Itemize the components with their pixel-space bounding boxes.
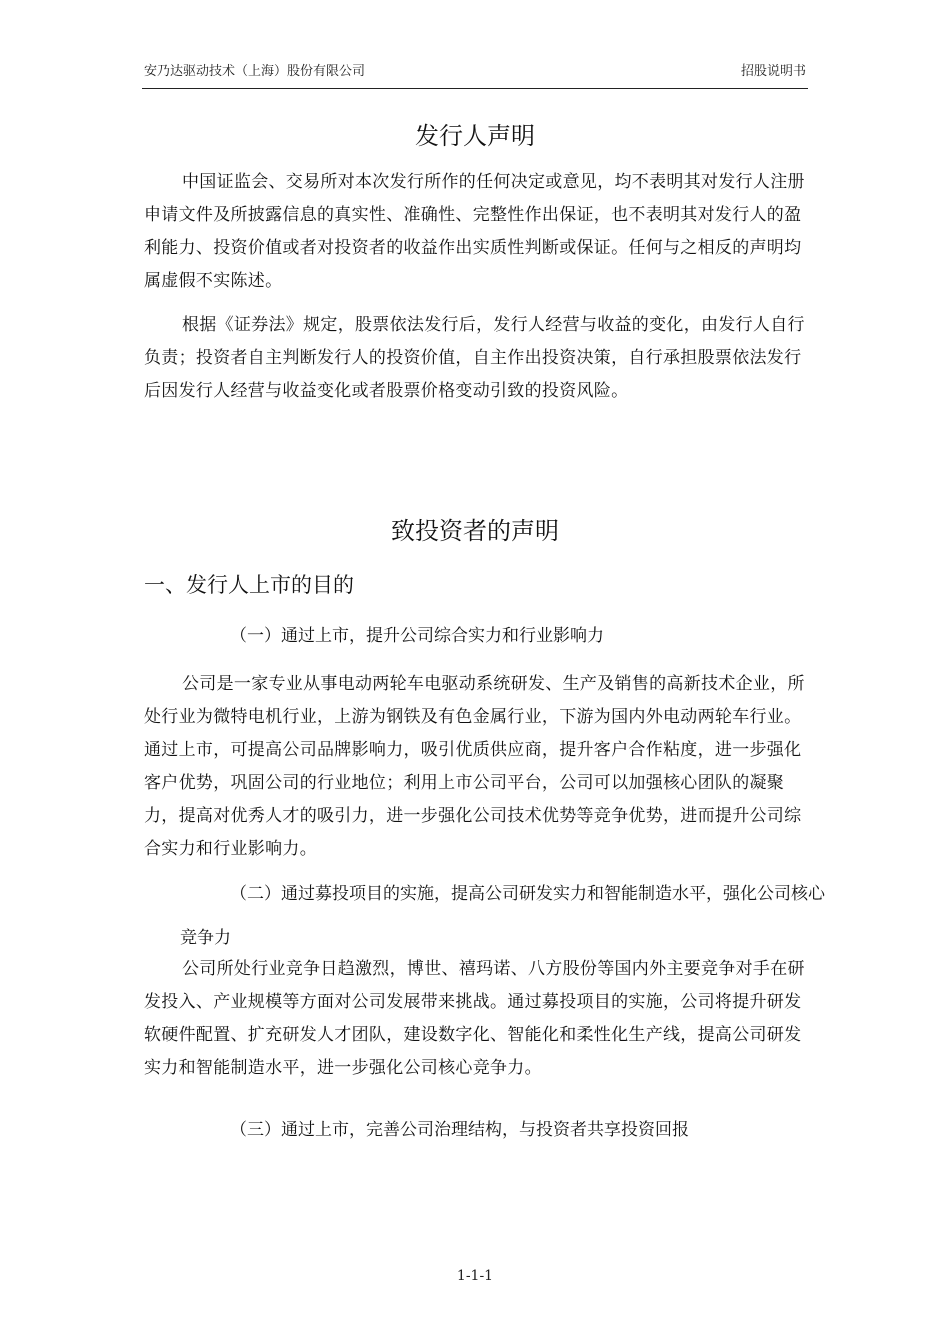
section-heading-listing-purpose: 一、发行人上市的目的	[144, 573, 354, 597]
subsection-2-paragraph: 公司所处行业竞争日趋激烈，博世、禧玛诺、八方股份等国内外主要竞争对手在研发投入、产业规模等方面对公司发展带来挑战。通过募投项目的实施，公司将提升研发软硬件配置、扩充研发人才团队，建设数字化、智能化和柔性化生产线，提高公司研发实力和智能制造水平，进一步强化公司核心竞争力。	[144, 959, 805, 1078]
issuer-statement-paragraph-1: 中国证监会、交易所对本次发行所作的任何决定或意见，均不表明其对发行人注册申请文件及所披露信息的真实性、准确性、完整性作出保证，也不表明其对发行人的盈利能力、投资价值或者对投资者的收益作出实质性判断或保证。任何与之相反的声明均属虚假不实陈述。	[144, 172, 805, 291]
header-company-name: 安乃达驱动技术（上海）股份有限公司	[144, 64, 366, 79]
issuer-statement-paragraph-2: 根据《证券法》规定，股票依法发行后，发行人经营与收益的变化，由发行人自行负责；投资者自主判断发行人的投资价值，自主作出投资决策，自行承担股票依法发行后因发行人经营与收益变化或者股票价格变动引致的投资风险。	[144, 315, 805, 401]
header-document-type: 招股说明书	[740, 64, 806, 79]
subsection-heading-3: （三）通过上市，完善公司治理结构，与投资者共享投资回报	[230, 1120, 689, 1140]
page-number: 1-1-1	[456, 1268, 494, 1284]
subsection-heading-2: （二）通过募投项目的实施，提高公司研发实力和智能制造水平，强化公司核心竞争力	[180, 884, 825, 948]
page-header	[142, 58, 808, 89]
subsection-1-paragraph: 公司是一家专业从事电动两轮车电驱动系统研发、生产及销售的高新技术企业，所处行业为微特电机行业，上游为钢铁及有色金属行业，下游为国内外电动两轮车行业。通过上市，可提高公司品牌影响力，吸引优质供应商，提升客户合作粘度，进一步强化客户优势，巩固公司的行业地位；利用上市公司平台，公司可以加强核心团队的凝聚力，提高对优秀人才的吸引力，进一步强化公司技术优势等竞争优势，进而提升公司综合实力和行业影响力。	[144, 674, 805, 859]
subsection-heading-1: （一）通过上市，提升公司综合实力和行业影响力	[230, 626, 604, 646]
issuer-statement-title: 发行人声明	[415, 122, 535, 150]
investor-statement-title: 致投资者的声明	[391, 517, 559, 545]
